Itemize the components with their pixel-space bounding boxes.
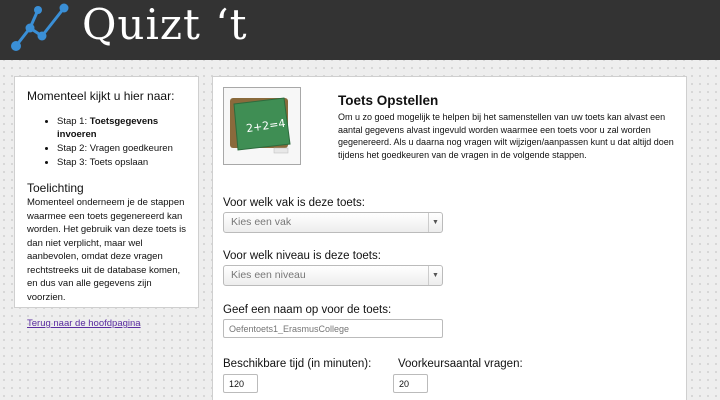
step-label-active: Toetsgegevens invoeren: [57, 116, 159, 140]
level-select-value: Kies een niveau: [231, 269, 306, 281]
app-logo-text[interactable]: Quizt ‘t: [82, 0, 248, 49]
back-to-home-link[interactable]: Terug naar de hoofdpagina: [27, 318, 141, 329]
time-input[interactable]: [223, 374, 258, 393]
level-select[interactable]: [223, 265, 443, 286]
test-name-input[interactable]: [223, 319, 443, 338]
chevron-down-icon[interactable]: ▼: [428, 266, 442, 285]
main-panel: [212, 76, 687, 400]
step-label: Vragen goedkeuren: [89, 143, 173, 154]
sidebar-title: Momenteel kijkt u hier naar:: [27, 89, 175, 103]
step-item-1: [57, 115, 186, 141]
step-item-3: [57, 156, 186, 169]
network-graph-icon: [8, 2, 70, 54]
chalkboard-icon: [224, 88, 300, 164]
app-header: [0, 0, 720, 60]
step-list: [57, 115, 186, 169]
step-item-2: [57, 142, 186, 155]
explanation-text: Momenteel onderneem je de stappen waarmee een toets gegenereerd kan worden. Het gebruik van deze toets is dan niet verplicht, maar wel aanbevolen, omdat deze vragen rechtstreeks uit de database komen, en dus van alle gegevens zijn voorzien.: [27, 197, 186, 303]
subject-select-value: Kies een vak: [231, 216, 292, 228]
intro-text: Om u zo goed mogelijk te helpen bij het samenstellen van uw toets kan alvast een aantal gegevens alvast ingevuld worden waarmee een toets voor u zal worden gegenereerd. Als u daarna nog vragen wilt wijzigen/aanpassen kunt u dat altijd doen tijdens het goedkeuren van de vragen in de volgende stappen.: [338, 112, 674, 160]
step-prefix: Stap 1:: [57, 116, 90, 127]
test-name-label: Geef een naam op voor de toets:: [223, 304, 392, 316]
subject-select[interactable]: [223, 212, 443, 233]
step-label: Toets opslaan: [89, 157, 149, 168]
subject-label: Voor welk vak is deze toets:: [223, 197, 365, 209]
explanation-heading: Toelichting: [27, 181, 84, 195]
sidebar-panel: [14, 76, 199, 329]
question-count-input[interactable]: [393, 374, 428, 393]
page-title: Toets Opstellen: [338, 93, 439, 108]
chalk-text: 2+2=4: [245, 116, 287, 136]
step-prefix: Stap 3:: [57, 157, 90, 168]
level-label: Voor welk niveau is deze toets:: [223, 250, 381, 262]
chevron-down-icon[interactable]: ▼: [428, 213, 442, 232]
question-count-label: Voorkeursaantal vragen:: [398, 358, 523, 370]
step-prefix: Stap 2:: [57, 143, 90, 154]
time-label: Beschikbare tijd (in minuten):: [223, 358, 372, 370]
chalkboard-image: [223, 87, 301, 165]
